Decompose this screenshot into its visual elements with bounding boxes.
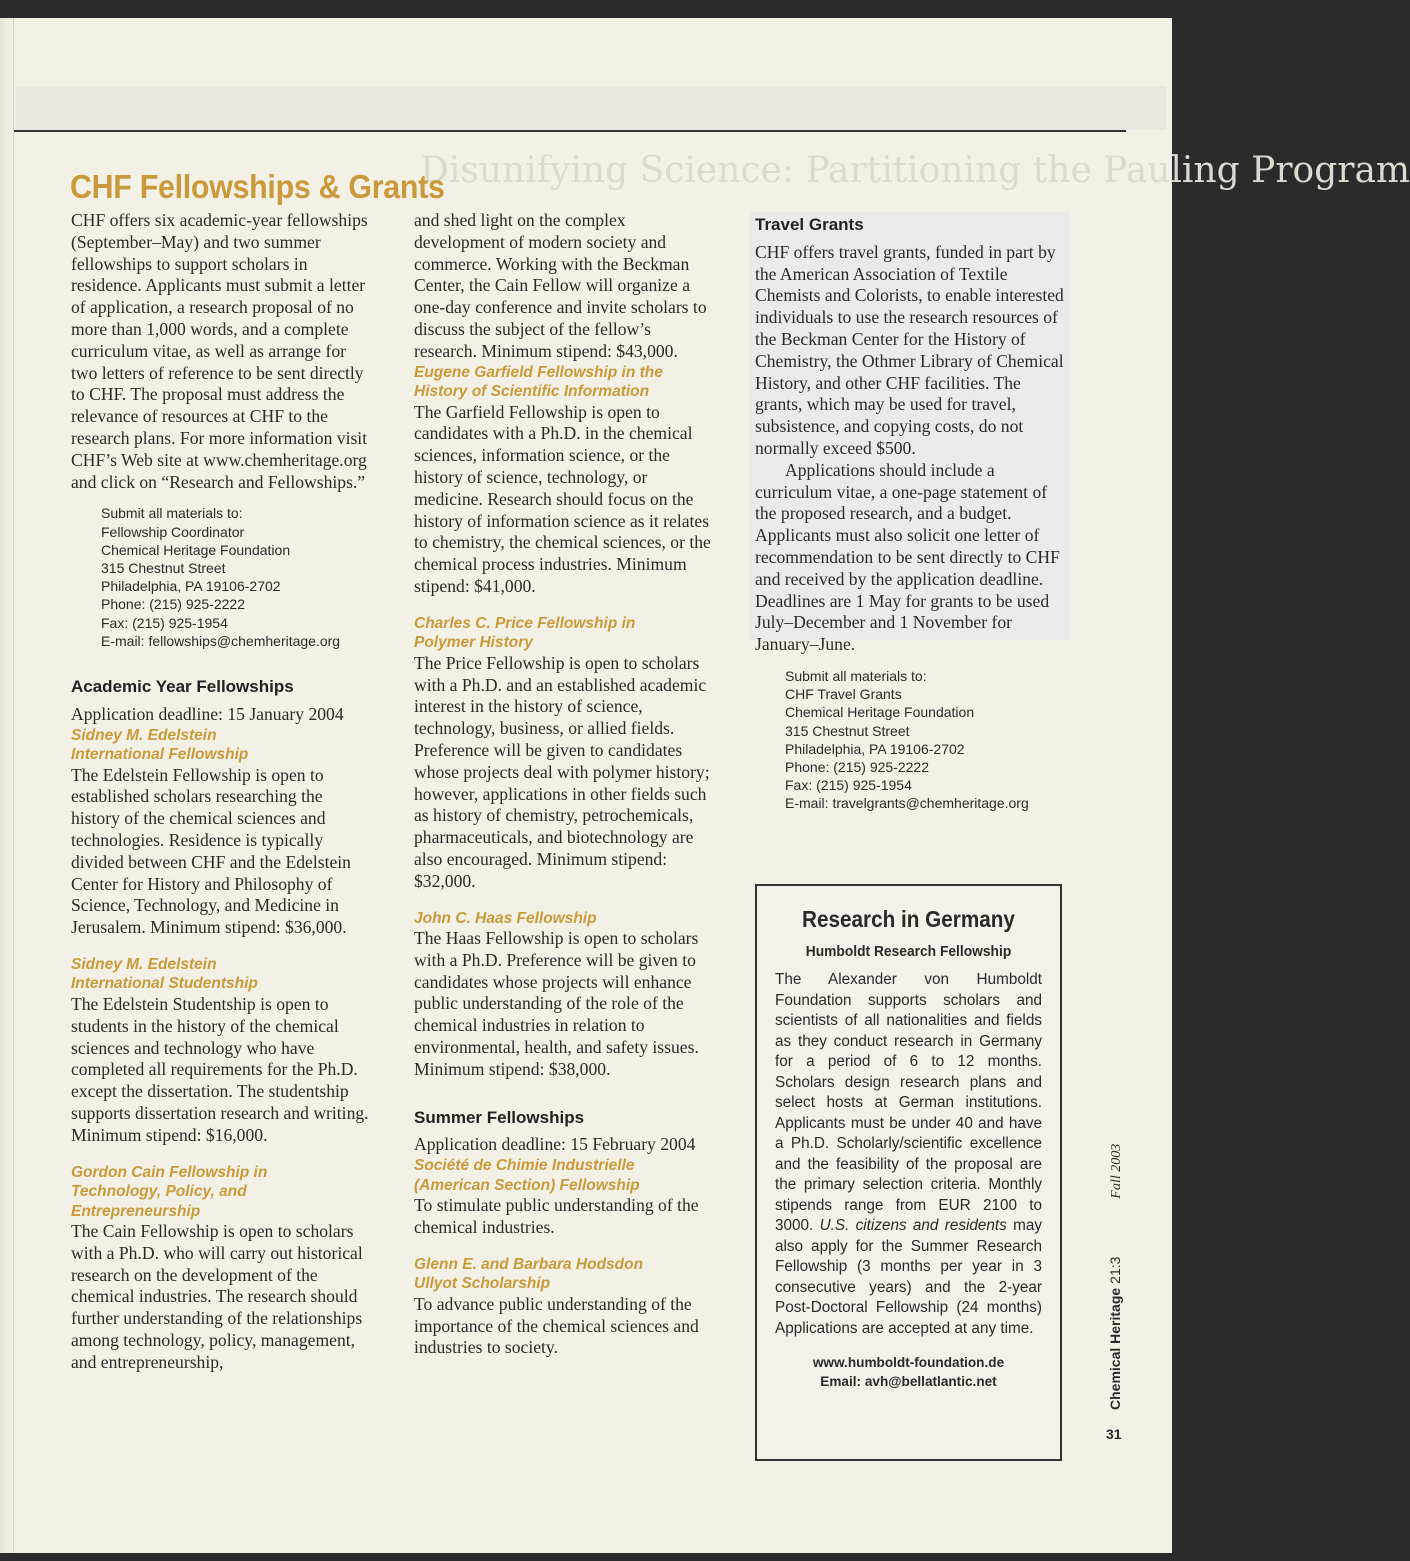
travel-paragraph-1: CHF offers travel grants, funded in part by the American Association of Textile Chemists and Colorists, to enable interested individuals to use the research resources of the Beckman Center for the History of Chemistry, the Othmer Library of Chemical History, and other CHF facilities. The grants, which may be used for travel, subsistence, and copying costs, do not normally exceed $500. [755,241,1064,458]
germany-box-body [775,970,1042,1339]
address-fax: Fax: (215) 925-1954 [785,777,912,794]
address-email: E-mail: fellowships@chemheritage.org [101,632,341,649]
germany-box-contact [775,1353,1042,1391]
issue-season: Fall 2003 [1109,1143,1124,1199]
fellowship-title: John C. Haas Fellowship [414,909,597,927]
humboldt-email: Email: avh@bellatlantic.net [820,1374,997,1389]
fellowship-body: The Edelstein Fellowship is open to established scholars researching the history of the chemical sciences and technologies. Residence is typically divided between CHF and the Edelstein Center for History and Philosophy of Science, Technology, and Medicine in Jerusalem. Minimum stipend: $36,000. [71,764,351,938]
page-spine [0,18,14,1553]
fellowship-title: Eugene Garfield Fellowship in the History of Scientific Information [414,363,663,401]
bleed-through-title: Disunifying Science: Partitioning the Pauling Program [420,150,1410,191]
fellowship-entry [71,726,371,939]
fellowship-address [71,504,371,650]
fellowship-title: Glenn E. and Barbara Hodsdon Ullyot Scholarship [414,1255,644,1293]
address-line: Submit all materials to: [101,505,243,522]
fellowship-entry [414,1156,716,1239]
travel-paragraph-2: Applications should include a curriculum vitae, a one-page statement of the proposed research, and a budget. Applicants must also solicit one letter of recommendation to be sent directly to CHF and received by the application deadline. Deadlines are 1 May for grants to be used July–December and 1 November for January–June. [755,459,1060,655]
summer-deadline: Application deadline: 15 February 2004 [414,1134,696,1155]
fellowship-body: To stimulate public understanding of the chemical industries. [414,1195,699,1237]
fellowship-body: The Edelstein Studentship is open to students in the history of the chemical sciences and technology who have completed all requirements for the Ph.D. except the dissertation. The studentship supports dissertation research and writing. Minimum stipend: $16,000. [71,993,369,1145]
academic-deadline: Application deadline: 15 January 2004 [71,703,344,724]
fellowship-body: The Haas Fellowship is open to scholars with a Ph.D. Preference will be given to candidates whose projects will enhance public understanding of the role of the chemical industries in relation to environmental, health, and safety issues. Minimum stipend: $38,000. [414,928,699,1079]
address-line: Submit all materials to: [785,667,927,684]
folio [1095,1140,1135,1410]
address-line: Philadelphia, PA 19106-2702 [785,740,965,757]
column-3 [755,210,1065,813]
magazine-name: Chemical Heritage [1107,1287,1123,1410]
address-line: Philadelphia, PA 19106-2702 [101,578,281,595]
fellowship-title: Gordon Cain Fellowship in Technology, Policy, and Entrepreneurship [71,1163,268,1220]
column-1 [71,210,371,1390]
article-title: CHF Fellowships & Grants [70,168,445,205]
fellowship-body: The Garfield Fellowship is open to candidates with a Ph.D. in the chemical sciences, information science, or the history of science, technology, or medicine. Research should focus on the history of information science as it relates to chemistry, the chemical sciences, or the chemical process industries. Minimum stipend: $41,000. [414,401,711,596]
humboldt-website: www.humboldt-foundation.de [812,1355,1005,1370]
fellowship-body: To advance public understanding of the importance of the chemical sciences and industries to society. [414,1293,699,1358]
germany-body-emphasis: U.S. citizens and residents [819,1217,1007,1234]
fellowship-title: Société de Chimie Industrielle (American Section) Fellowship [414,1157,640,1194]
fellowship-title: Charles C. Price Fellowship in Polymer History [414,614,636,652]
intro-paragraph: CHF offers six academic-year fellowships (September–May) and two summer fellowships to support scholars in residence. Applicants must submit a letter of application, a research proposal of no more than 1,000 words, and a complete curriculum vitae, as well as arrange for two letters of reference to be sent directly to CHF. The proposal must address the relevance of resources at CHF to the research plans. For more information visit CHF’s Web site at www.chemheritage.org and click on “Research and Fellowships.” [71,210,368,492]
page-number: 31 [1106,1426,1122,1442]
fellowship-title: Sidney M. Edelstein International Fellowship [71,726,249,764]
travel-heading: Travel Grants [755,215,864,234]
address-email: E-mail: travelgrants@chemheritage.org [785,795,1029,812]
address-line: Chemical Heritage Foundation [785,704,975,721]
summer-heading: Summer Fellowships [414,1107,585,1127]
address-line: Chemical Heritage Foundation [101,541,291,558]
fellowship-entry [71,955,371,1147]
address-fax: Fax: (215) 925-1954 [101,614,228,631]
academic-heading: Academic Year Fellowships [71,676,294,696]
column-2 [414,210,716,1375]
fellowship-entry [414,1255,716,1359]
address-line: 315 Chestnut Street [785,722,910,739]
address-phone: Phone: (215) 925-2222 [785,758,929,775]
germany-body-text: may also apply for the Summer Research Fellowship (3 months per year in 3 consecutive years) and the 2-year Post-Doctoral Fellowship (24 months) Applications are accepted at any time. [775,1217,1043,1337]
fellowship-body: The Price Fellowship is open to scholars with a Ph.D. and an established academic interest in the history of science, technology, business, or allied fields. Preference will be given to candidates whose projects deal with polymer history; however, applications in other fields such as history of chemistry, petrochemicals, pharmaceuticals, and biotechnology are also encouraged. Minimum stipend: $32,000. [414,652,710,891]
fellowship-body: The Cain Fellowship is open to scholars with a Ph.D. who will carry out historical research on the development of the chemical industries. The research should further understanding of the relationships among technology, policy, management, and entrepreneurship, [71,1221,363,1372]
address-line: 315 Chestnut Street [101,559,226,576]
address-phone: Phone: (215) 925-2222 [101,596,245,613]
fellowship-entry [71,1163,371,1374]
address-line: CHF Travel Grants [785,686,902,703]
germany-body-text: The Alexander von Humboldt Foundation supports scholars and scientists of all nationalities and fields as they conduct research in Germany for a period of 6 to 12 months. Scholars design research plans and select hosts at German institutions. Applicants must be under 40 and have a Ph.D. Scholarly/scientific excellence and the feasibility of the proposal are the primary selection criteria. Monthly stipends range from EUR 2100 to 3000. [775,971,1042,1234]
fellowship-entry [414,363,716,598]
header-rule [14,130,1126,132]
fellowship-entry [414,909,716,1081]
address-line: Fellowship Coordinator [101,523,245,540]
travel-address [755,667,1065,813]
fellowship-entry [414,614,716,893]
germany-box-title: Research in Germany [802,906,1015,932]
fellowship-body-continued: and shed light on the complex development of modern society and commerce. Working with the Beckman Center, the Cain Fellow will organize a one-day conference and invite scholars to discuss the subject of the fellow’s research. Minimum stipend: $43,000. [414,210,707,361]
bleed-through-header-band [16,86,1166,130]
research-in-germany-box [755,884,1062,1461]
folio-text [1107,1144,1125,1410]
fellowship-title: Sidney M. Edelstein International Studentship [71,955,258,993]
issue-number: 21:3 [1107,1256,1123,1284]
germany-box-subtitle: Humboldt Research Fellowship [805,943,1012,960]
